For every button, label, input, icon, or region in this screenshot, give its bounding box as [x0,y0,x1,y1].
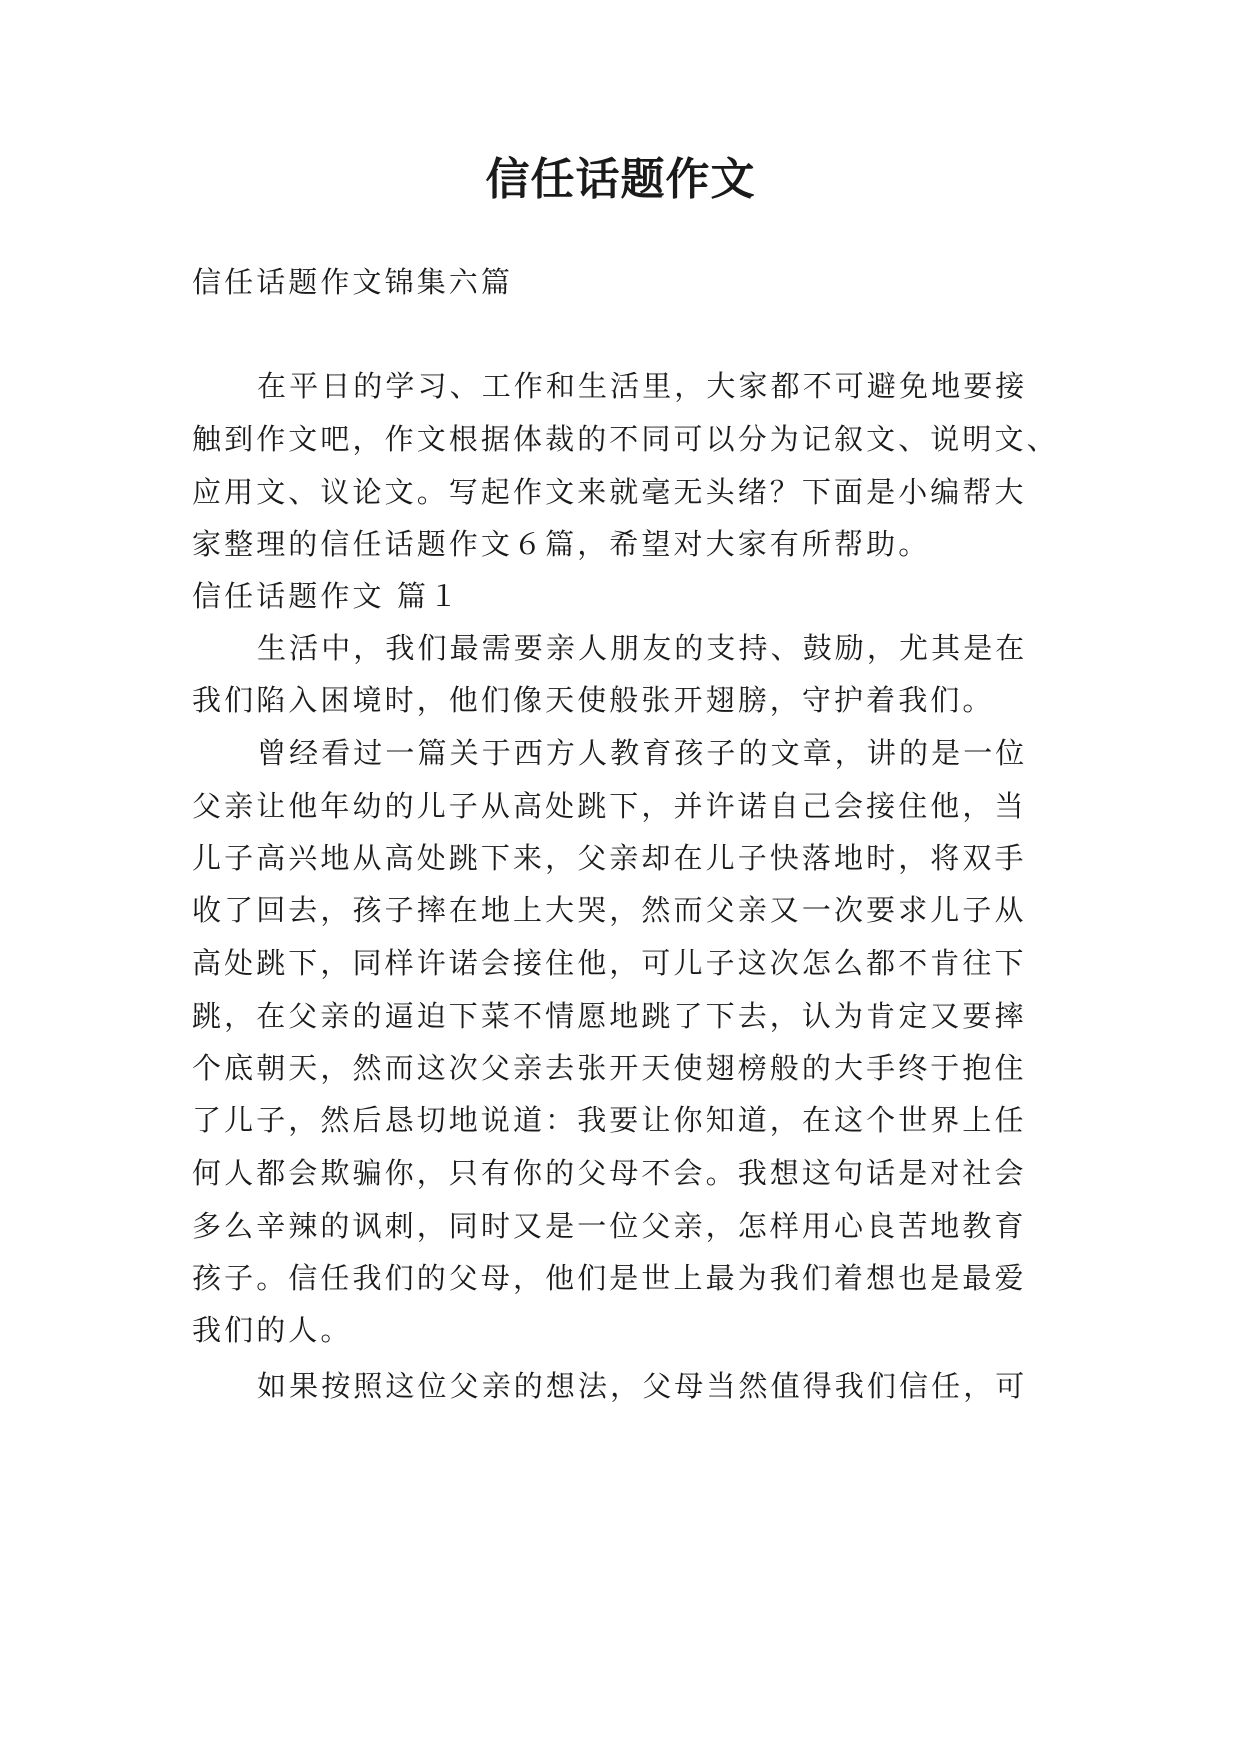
paragraph-line: 个底朝天，然而这次父亲去张开天使翅榜般的大手终于抱住 [192,1051,1027,1085]
paragraph-line: 何人都会欺骗你，只有你的父母不会。我想这句话是对社会 [192,1156,1027,1190]
paragraph-line: 孩子。信任我们的父母，他们是世上最为我们着想也是最爱 [192,1261,1027,1295]
paragraph-line: 父亲让他年幼的儿子从高处跳下，并许诺自己会接住他，当 [192,789,1027,823]
paragraph-line: 触到作文吧，作文根据体裁的不同可以分为记叙文、说明文、 [192,422,1059,456]
paragraph-line: 收了回去，孩子摔在地上大哭，然而父亲又一次要求儿子从 [192,893,1027,927]
paragraph-line: 跳，在父亲的逼迫下菜不情愿地跳了下去，认为肯定又要摔 [192,999,1027,1033]
paragraph-line: 我们的人。 [192,1313,353,1347]
paragraph-line: 家整理的信任话题作文６篇，希望对大家有所帮助。 [192,527,931,561]
paragraph-line: 高处跳下，同样许诺会接住他，可儿子这次怎么都不肯往下 [192,946,1027,980]
paragraph-line: 生活中，我们最需要亲人朋友的支持、鼓励，尤其是在 [257,631,1028,665]
document-subtitle: 信任话题作文锦集六篇 [192,265,514,299]
paragraph-line: 儿子高兴地从高处跳下来，父亲却在儿子快落地时，将双手 [192,841,1027,875]
paragraph-line: 曾经看过一篇关于西方人教育孩子的文章，讲的是一位 [257,736,1028,770]
document-title: 信任话题作文 [485,154,756,205]
section-heading: 信任话题作文 篇１ [192,579,462,613]
paragraph-line: 如果按照这位父亲的想法，父母当然值得我们信任，可 [257,1369,1028,1403]
paragraph-line: 多么辛辣的讽刺，同时又是一位父亲，怎样用心良苦地教育 [192,1209,1027,1243]
paragraph-line: 在平日的学习、工作和生活里，大家都不可避免地要接 [257,369,1028,403]
paragraph-line: 我们陷入困境时，他们像天使般张开翅膀，守护着我们。 [192,683,995,717]
paragraph-line: 应用文、议论文。写起作文来就毫无头绪？下面是小编帮大 [192,475,1027,509]
paragraph-line: 了儿子，然后恳切地说道：我要让你知道，在这个世界上任 [192,1103,1027,1137]
